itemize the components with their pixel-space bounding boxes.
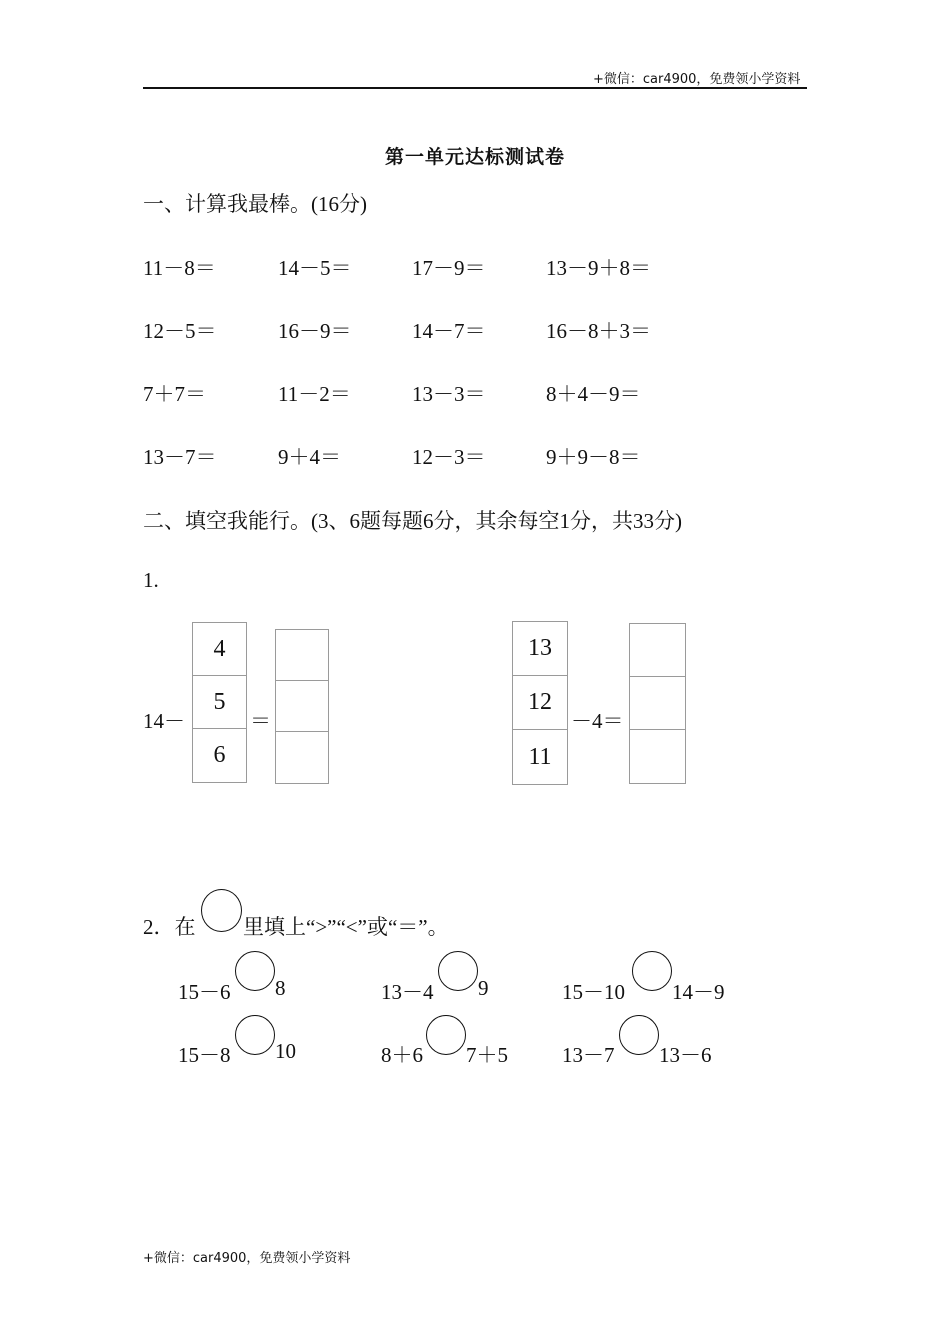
q1-right-values [512, 621, 568, 785]
calc-item: 13－7＝ [143, 445, 217, 469]
compare-right: 8 [275, 976, 286, 1000]
q1-left-prefix: 14－ [143, 709, 185, 733]
q1-right-suffix: －4＝ [571, 709, 624, 733]
question1-label: 1. [143, 568, 159, 592]
header-note: +微信：car4900，免费领小学资料 [593, 72, 801, 87]
circle-icon [201, 889, 242, 932]
compare-circle[interactable] [235, 1015, 275, 1055]
answer-box[interactable] [630, 677, 685, 730]
q1-left-answers[interactable] [275, 629, 329, 784]
section2-heading: 二、填空我能行。(3、6题每题6分，其余每空1分，共33分) [143, 509, 682, 533]
section1-heading: 一、计算我最棒。(16分) [143, 192, 367, 216]
compare-left: 13－7 [562, 1043, 615, 1067]
compare-right: 13－6 [659, 1043, 712, 1067]
calc-item: 7＋7＝ [143, 382, 206, 406]
question2-number: 2．在 [143, 915, 196, 939]
compare-left: 15－8 [178, 1043, 231, 1067]
calc-item: 17－9＝ [412, 256, 486, 280]
calc-item: 8＋4－9＝ [546, 382, 641, 406]
value-cell: 11 [528, 743, 552, 770]
value-cell: 6 [213, 742, 226, 768]
calc-item: 16－8＋3＝ [546, 319, 651, 343]
compare-right: 7＋5 [466, 1043, 508, 1067]
answer-box[interactable] [630, 730, 685, 783]
calc-item: 11－2＝ [278, 382, 351, 406]
calc-item: 9＋4＝ [278, 445, 341, 469]
value-cell: 13 [513, 622, 567, 676]
question2-instruction: 里填上“>”“<”或“＝”。 [243, 915, 449, 939]
compare-left: 15－6 [178, 980, 231, 1004]
q1-right-answers[interactable] [629, 623, 686, 784]
q1-left-equals: ＝ [250, 709, 271, 733]
calc-item: 9＋9－8＝ [546, 445, 641, 469]
compare-circle[interactable] [619, 1015, 659, 1055]
answer-box[interactable] [276, 681, 328, 732]
compare-right: 14－9 [672, 980, 725, 1004]
compare-circle[interactable] [438, 951, 478, 991]
calc-item: 12－5＝ [143, 319, 217, 343]
calc-item: 11－8＝ [143, 256, 216, 280]
value-cell: 12 [513, 676, 567, 730]
compare-left: 8＋6 [381, 1043, 423, 1067]
compare-circle[interactable] [632, 951, 672, 991]
compare-left: 15－10 [562, 980, 625, 1004]
calc-item: 12－3＝ [412, 445, 486, 469]
answer-box[interactable] [276, 732, 328, 783]
compare-right: 10 [275, 1039, 296, 1063]
page-title: 第一单元达标测试卷 [384, 146, 565, 168]
compare-circle[interactable] [235, 951, 275, 991]
calc-item: 14－5＝ [278, 256, 352, 280]
value-cell: 4 [193, 623, 246, 676]
q1-left-values [192, 622, 247, 783]
answer-box[interactable] [630, 624, 685, 677]
value-cell: 5 [193, 676, 246, 729]
calc-item: 13－9＋8＝ [546, 256, 651, 280]
compare-circle[interactable] [426, 1015, 466, 1055]
calc-item: 14－7＝ [412, 319, 486, 343]
calc-item: 16－9＝ [278, 319, 352, 343]
answer-box[interactable] [276, 630, 328, 681]
compare-right: 9 [478, 976, 489, 1000]
compare-left: 13－4 [381, 980, 434, 1004]
header-divider [143, 87, 807, 89]
footer-note: +微信：car4900，免费领小学资料 [143, 1251, 351, 1266]
calc-item: 13－3＝ [412, 382, 486, 406]
